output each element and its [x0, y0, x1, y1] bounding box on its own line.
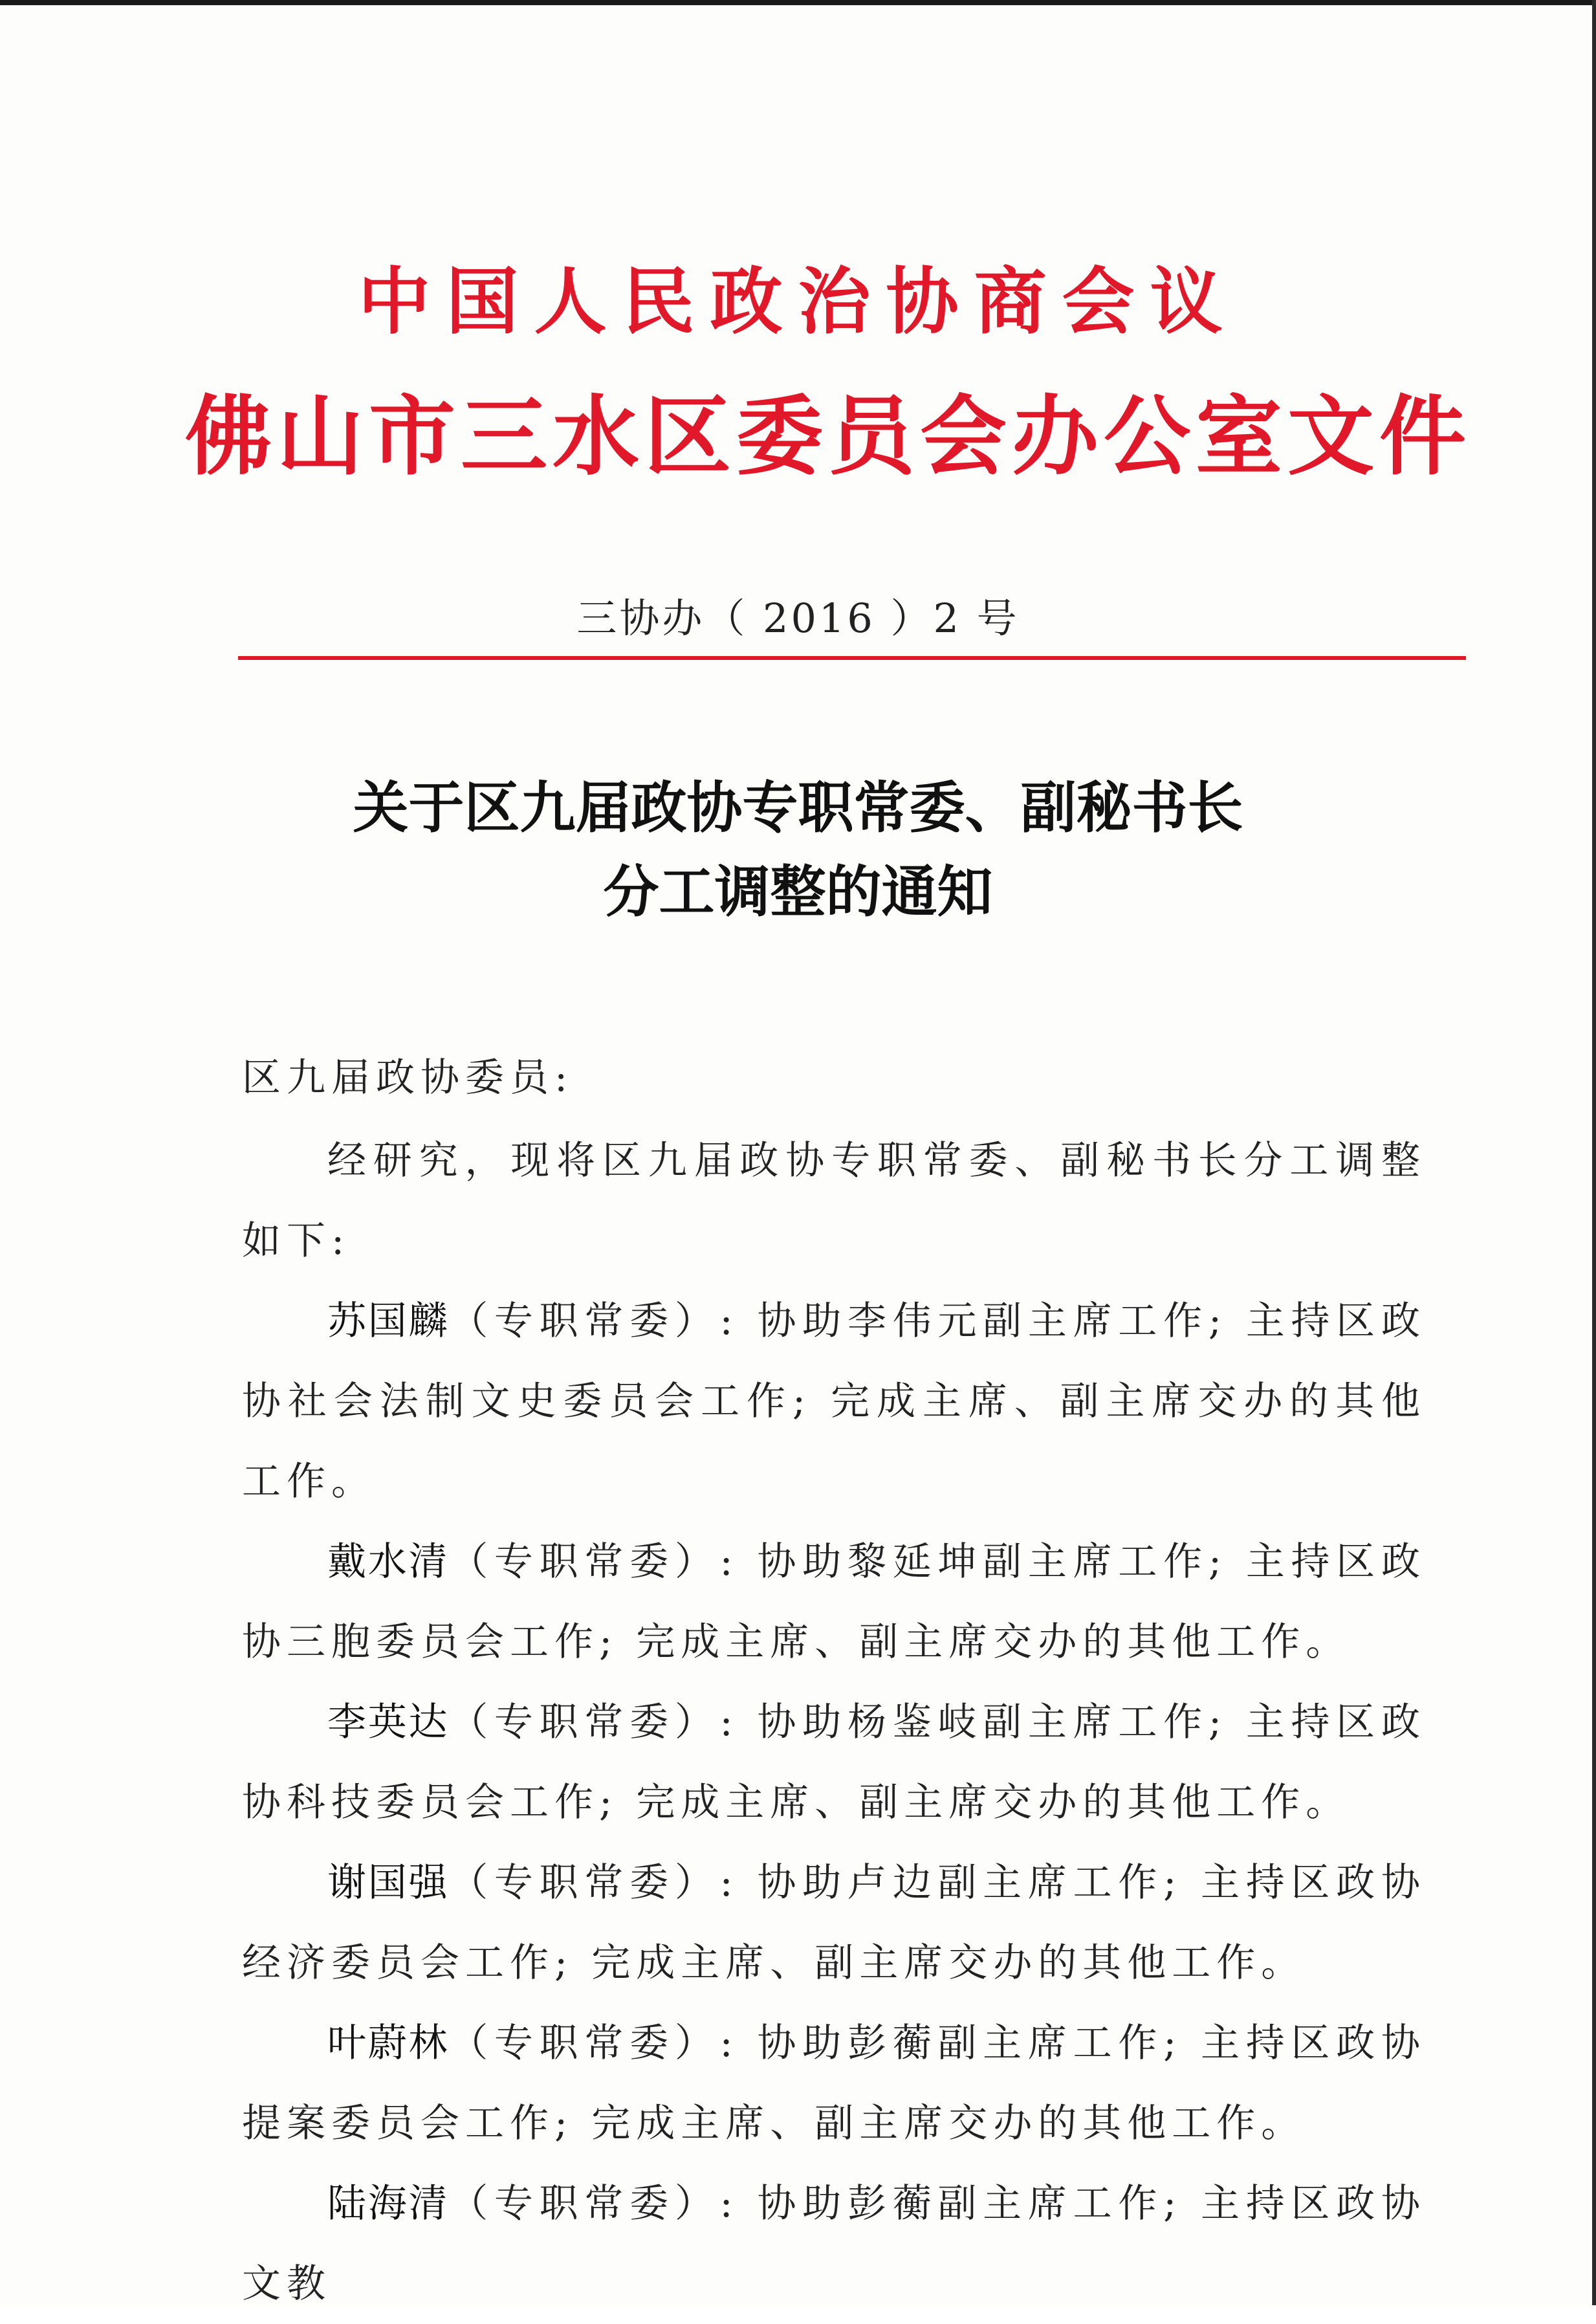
member-name: 叶蔚林	[327, 2021, 450, 2066]
member-name: 戴水清	[327, 1539, 450, 1584]
intro-paragraph: 经研究，现将区九届政协专职常委、副秘书长分工调整如下:	[242, 1138, 1426, 1264]
assignment-entry	[242, 2003, 1426, 2164]
red-divider-line	[238, 656, 1466, 660]
notice-title-line1: 关于区九届政协专职常委、副秘书长	[353, 775, 1243, 840]
assignment-text: （专职常委）: 协助黎延坤副主席工作; 主持区政协三胞委员会工作; 完成主席、副主席交办的其他工作。	[242, 1539, 1427, 1665]
notice-title	[0, 766, 1596, 934]
assignment-text: （专职常委）: 协助彭蘅副主席工作; 主持区政协文教	[242, 2181, 1427, 2307]
assignment-entry	[242, 1281, 1426, 1522]
assignment-entry	[242, 1682, 1426, 1843]
assignment-text: （专职常委）: 协助李伟元副主席工作; 主持区政协社会法制文史委员会工作; 完成主席、副主席交办的其他工作。	[242, 1299, 1427, 1504]
assignment-entry	[242, 1843, 1426, 2003]
red-header-line2: 佛山市三水区委员会办公室文件	[184, 386, 1471, 487]
member-name: 谢国强	[327, 1860, 450, 1905]
notice-title-line2: 分工调整的通知	[603, 859, 993, 925]
member-name: 李英达	[327, 1700, 450, 1745]
assignment-entry	[242, 1522, 1426, 1682]
member-name: 苏国麟	[327, 1299, 450, 1344]
red-header-line1: 中国人民政治协商会议	[358, 260, 1238, 344]
assignment-entry	[242, 2164, 1426, 2324]
assignment-text: （专职常委）: 协助卢边副主席工作; 主持区政协经济委员会工作; 完成主席、副主席交办的其他工作。	[242, 1860, 1427, 1986]
assignment-text: （专职常委）: 协助杨鉴岐副主席工作; 主持区政协科技委员会工作; 完成主席、副主席交办的其他工作。	[242, 1700, 1427, 1825]
salutation: 区九届政协委员:	[242, 1055, 574, 1101]
scan-border-top	[0, 0, 1596, 5]
assignment-text: （专职常委）: 协助彭蘅副主席工作; 主持区政协提案委员会工作; 完成主席、副主席交办的其他工作。	[242, 2021, 1427, 2146]
document-body	[242, 1038, 1426, 2324]
document-number: 三协办（ 2016 ）2 号	[576, 595, 1020, 642]
member-name: 陆海清	[327, 2181, 450, 2226]
